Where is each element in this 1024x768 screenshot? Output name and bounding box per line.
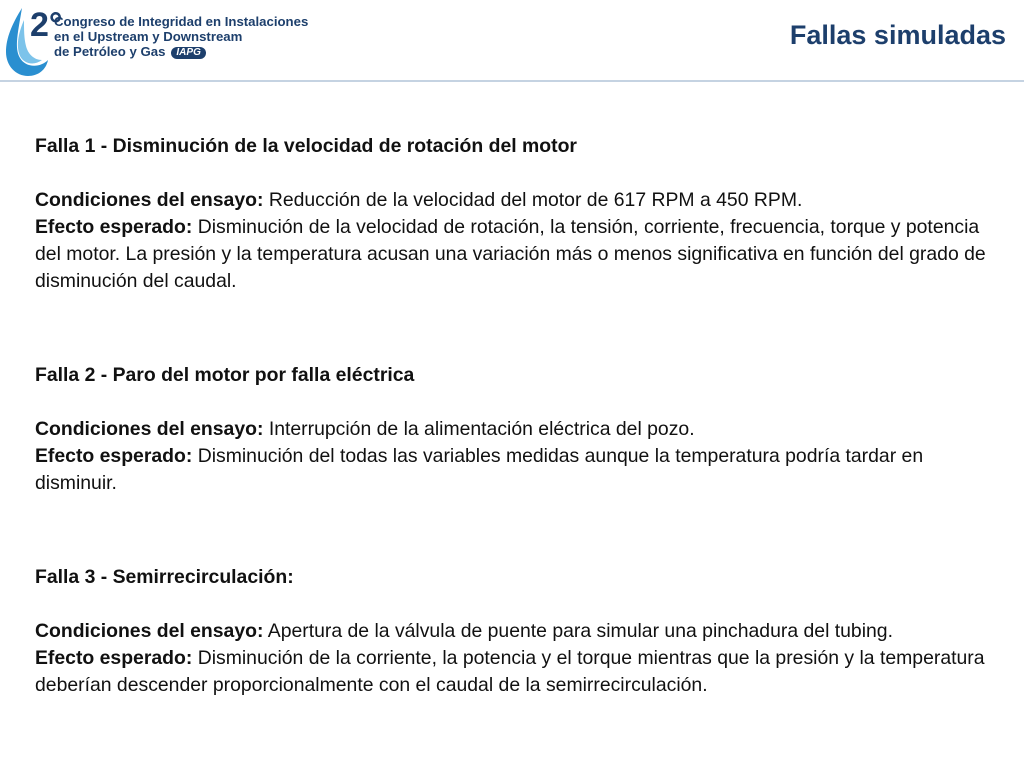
logo-line: Congreso de Integridad en Instalaciones: [54, 14, 309, 29]
logo-text: [54, 15, 308, 59]
spacer: [35, 591, 1000, 618]
page-title: Fallas simuladas: [789, 20, 1006, 50]
slide-content: [35, 133, 1000, 699]
fault-title: Falla 2 - Paro del motor por falla eléctrica: [35, 364, 415, 386]
conditions-text: Reducción de la velocidad del motor de 617 RPM a 450 RPM.: [263, 189, 803, 211]
test-conditions: [35, 618, 1000, 645]
expected-effect: [35, 443, 1000, 497]
conditions-label: Condiciones del ensayo:: [35, 189, 264, 211]
conditions-label: Condiciones del ensayo:: [35, 418, 264, 440]
effect-label: Efecto esperado:: [35, 445, 193, 467]
fault-section-2: [35, 362, 1000, 497]
conditions-label: Condiciones del ensayo:: [35, 620, 264, 642]
effect-text: Disminución de la velocidad de rotación, la tensión, corriente, frecuencia, torque y potencia del motor. La presión y la temperatura acusan una variación más o menos significativa en función del grado de disminución del caudal.: [35, 216, 986, 292]
spacer: [35, 497, 1000, 564]
slide-header: [0, 0, 1024, 82]
header-divider: [0, 80, 1024, 82]
test-conditions: [35, 416, 1000, 443]
expected-effect: [35, 645, 1000, 699]
conditions-text: Interrupción de la alimentación eléctrica del pozo.: [263, 418, 695, 440]
effect-text: Disminución de la corriente, la potencia y el torque mientras que la presión y la temperatura deberían descender proporcionalmente con el caudal de la semirrecirculación.: [35, 647, 985, 696]
effect-label: Efecto esperado:: [35, 216, 193, 238]
effect-text: Disminución del todas las variables medidas aunque la temperatura podría tardar en disminuir.: [35, 445, 924, 494]
fault-section-1: [35, 133, 1000, 295]
iapg-badge: IAPG: [171, 47, 205, 59]
fault-title: Falla 1 - Disminución de la velocidad de rotación del motor: [35, 135, 577, 157]
spacer: [35, 295, 1000, 362]
expected-effect: [35, 214, 1000, 295]
spacer: [35, 160, 1000, 187]
logo-line: [54, 45, 308, 60]
spacer: [35, 389, 1000, 416]
fault-section-3: [35, 564, 1000, 699]
test-conditions: [35, 187, 1000, 214]
congress-logo: [4, 2, 309, 78]
effect-label: Efecto esperado:: [35, 647, 193, 669]
fault-title: Falla 3 - Semirrecirculación:: [35, 566, 294, 588]
logo-line-text: de Petróleo y Gas: [54, 43, 166, 59]
logo-line: en el Upstream y Downstream: [54, 28, 243, 44]
logo-number: 2°: [30, 6, 63, 44]
conditions-text: Apertura de la válvula de puente para simular una pinchadura del tubing.: [263, 620, 893, 642]
